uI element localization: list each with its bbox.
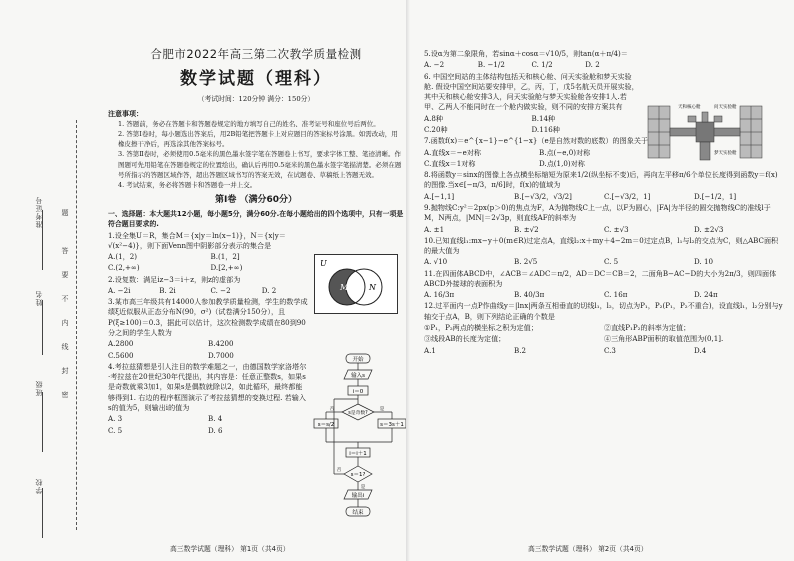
- option-a: A. −2i: [108, 285, 131, 295]
- subject-title: 数学试题（理科）: [180, 68, 332, 89]
- statement-3: ③线段AB的长度为定值；: [424, 334, 506, 344]
- venn-label-u: U: [320, 259, 327, 268]
- option-c: C.5600: [108, 350, 134, 360]
- option-b: B.14种: [531, 113, 556, 123]
- school-label: 学校: [35, 478, 43, 494]
- flow-end: 结束: [352, 510, 364, 516]
- exam-title: 合肥市2022年高三第二次教学质量检测: [150, 47, 362, 61]
- option-a: A.(1，2): [108, 252, 138, 262]
- flow-cond1: s是奇数?: [348, 411, 368, 416]
- option-b: B.2: [514, 345, 526, 355]
- flow-input: 输入s: [351, 373, 365, 379]
- option-c: C.20种: [424, 124, 448, 134]
- question-options: [108, 286, 313, 296]
- label-mengtian: 梦天实验舱: [714, 151, 737, 156]
- seal-char: 不: [61, 295, 69, 303]
- question-6: [424, 72, 639, 136]
- question-stem: 8.将函数y＝sinx的图像上各点横坐标缩短为原来1/2(纵坐标不变)后，再向左平移π/6个单位长度得到函数y＝f(x)的图像.当x∈[−π/3，π/6]时，f(x)的值域为: [424, 170, 778, 190]
- question-stem: 2.设复数：满足iz−3＝i＋z，则z的虚部为: [108, 274, 241, 284]
- option-b: B. −1/2: [477, 60, 505, 70]
- school-line: [42, 488, 43, 538]
- option-d: D. 2: [585, 60, 600, 70]
- question-options: [424, 148, 654, 158]
- flowchart: [308, 352, 408, 530]
- question-options: [108, 252, 313, 262]
- question-9: [424, 203, 784, 235]
- option-b: B. 40/3π: [514, 290, 545, 300]
- notice-title: 注意事项：: [108, 110, 143, 119]
- question-stem: 9.抛物线C:y²＝2px(p＞0)的焦点为F，A为抛物线C上一点，以F为圆心，|FA|为半径的圆交抛物线C的准线l于M，N两点，|MN|＝2√3p，则直线AF的斜率为: [424, 202, 771, 223]
- flow-init: i＝0: [352, 389, 364, 395]
- question-4: [108, 362, 308, 436]
- option-c: C.[−√3/2，1]: [604, 191, 651, 201]
- question-11: [424, 269, 784, 301]
- seal-char: 内: [61, 319, 69, 327]
- option-a: A.2800: [108, 339, 134, 349]
- option-c: C.3: [604, 345, 616, 355]
- option-c: C. 5: [604, 257, 619, 267]
- question-options: [108, 339, 308, 349]
- option-a: A. 3: [108, 414, 123, 424]
- exam-id-line: [42, 210, 43, 270]
- flow-output: 输出i: [351, 493, 365, 499]
- option-b: B. 4: [208, 414, 223, 424]
- question-statements: [424, 323, 784, 333]
- question-stem: 7.函数f(x)＝e^{x−1}−e^{1−x}（e是自然对数的底数）的图象关于: [424, 136, 649, 146]
- question-options: [108, 263, 313, 273]
- space-station-svg: [640, 96, 770, 168]
- option-a: A.[−1,1]: [424, 191, 455, 201]
- option-a: A. 16/3π: [424, 290, 455, 300]
- question-options: [108, 351, 308, 361]
- option-c: C. 1/2: [531, 60, 553, 70]
- name-line: [42, 300, 43, 355]
- option-c: C. ±√3: [604, 224, 629, 234]
- class-line: [42, 392, 43, 452]
- option-c: C.直线x＝1对称: [424, 158, 476, 168]
- binding-margin: [0, 0, 110, 561]
- notice-item: 4. 考试结束，务必将答题卡和答题卷一并上交。: [118, 180, 257, 189]
- seal-char: 密: [61, 391, 69, 399]
- flow-odd-op: s＝3s＋1: [380, 422, 404, 428]
- statement-1: ①P₁，P₂两点的横坐标之积为定值；: [424, 323, 538, 333]
- page-2: [410, 0, 794, 561]
- flow-no-label: 否: [329, 407, 335, 412]
- question-options: [424, 290, 784, 300]
- question-10: [424, 236, 784, 268]
- flowchart-svg: [308, 352, 408, 530]
- question-options: [424, 225, 784, 235]
- option-d: D. 2: [261, 285, 277, 295]
- notice-item: 1. 答题前，务必在答题卡和答题卷规定的地方填写自己的姓名、准考证号和座位号后两位。: [118, 120, 380, 129]
- option-d: D. 24π: [694, 290, 718, 300]
- exam-info: （考试时间：120分钟 满分：150分）: [197, 95, 315, 104]
- seal-char: 要: [61, 271, 69, 279]
- question-1: [108, 231, 313, 274]
- section-instruction: 一、选择题：本大题共12小题，每小题5分，满分60分.在每小题给出的四个选项中，只有一项是符合题目要求的.: [108, 209, 404, 229]
- option-d: D.116种: [531, 124, 560, 134]
- question-options: [424, 192, 784, 202]
- option-b: B.4200: [208, 339, 234, 349]
- option-a: A. ±1: [424, 224, 445, 234]
- question-stem: 4.考拉兹猜想是引人注目的数学难题之一，由德国数学家洛塔尔·考拉兹在20世纪30年代提出，其内容是：任意正整数s，如果s是奇数就乘3加1，如果s是偶数就除以2，如此循环，最终都能够得到1. 右边的程序框图演示了考拉兹猜想的变换过程. 若输入s的值为5，则输出i的值为: [108, 361, 307, 412]
- seal-line: [76, 120, 77, 530]
- option-b: B. 2√5: [514, 257, 538, 267]
- seal-char: 题: [61, 209, 69, 217]
- flow-inc: i＝i＋1: [349, 451, 367, 457]
- option-d: D.[−1/2，1]: [694, 191, 737, 201]
- option-d: D. 6: [208, 425, 223, 435]
- page-1-footer: 高三数学试题（理科） 第1页（共4页）: [170, 545, 290, 554]
- name-label: 姓名: [35, 290, 43, 306]
- question-options: [424, 346, 784, 356]
- question-stem: 5.设α为第二象限角，若sinα＋cosα＝√10/5，则tan(α＋π/4)＝: [424, 49, 628, 58]
- section-title: 第Ⅰ卷 （满分60分）: [214, 194, 297, 205]
- notice-item: 2. 答第Ⅰ卷时，每小题选出答案后，用2B铅笔把答题卡上对应题目的答案标号涂黑。如需改动，用橡皮擦干净后，再选涂其他答案标号。: [118, 130, 398, 149]
- option-c: C. −2: [210, 285, 231, 295]
- question-options: [108, 426, 308, 436]
- option-a: A. √10: [424, 257, 448, 267]
- question-stem: 12.过平面内一点P作曲线y＝|lnx|两条互相垂直的切线l₁，l₂，切点为P₁，P₂(P₁，P₂不重合)，设直线l₁，l₂分别与y轴交于点A，B，则下列结论正确的个数是: [424, 301, 783, 321]
- label-wentian: 问天实验舱: [714, 105, 737, 110]
- option-d: D.点(1,0)对称: [539, 158, 585, 168]
- question-options: [424, 257, 784, 267]
- question-options: [424, 60, 639, 70]
- option-c: C. 16π: [604, 290, 628, 300]
- question-statements: [424, 334, 784, 344]
- label-tianhe: 天和核心舱: [678, 105, 701, 110]
- seal-char: 封: [61, 367, 69, 375]
- option-b: B. ±√2: [514, 224, 539, 234]
- class-label: 班级: [35, 380, 43, 396]
- option-c: C. 5: [108, 425, 123, 435]
- option-a: A. −2: [424, 60, 445, 70]
- option-b: B.点(−e,0)对称: [539, 147, 591, 157]
- question-options: [424, 114, 639, 124]
- option-d: D. 10: [694, 257, 713, 267]
- venn-diagram: [314, 254, 398, 314]
- statement-4: ④三角形ABP面积的取值范围为(0,1].: [604, 334, 724, 344]
- seal-char: 线: [61, 343, 69, 351]
- option-a: A.1: [424, 345, 436, 355]
- flow-even-op: s＝s/2: [317, 422, 335, 428]
- question-7: [424, 136, 654, 169]
- question-12: [424, 301, 784, 355]
- option-d: D. ±2√3: [694, 224, 724, 234]
- flow-start: 开始: [352, 357, 364, 363]
- question-5: [424, 49, 784, 71]
- option-c: C.(2,+∞): [108, 263, 140, 273]
- flow-no-label-2: 否: [336, 468, 342, 473]
- question-stem: 10.已知直线l₁:mx−y＋0(m∈R)过定点A，直线l₂:x＋my＋4−2m＝0过定点B，l₁与l₂的交点为C，则△ABC面积的最大值为: [424, 235, 779, 256]
- question-2: [108, 275, 313, 297]
- page-2-content: [424, 48, 784, 357]
- page-2-footer: 高三数学试题（理科） 第2页（共4页）: [528, 545, 648, 554]
- question-8: [424, 170, 784, 202]
- question-options: [108, 414, 308, 424]
- space-station-figure: [640, 96, 770, 168]
- question-stem: 3.某市高三年级共有14000人参加教学质量检测，学生的数学成绩ξ近似服从正态分布N(90，σ²)（试卷满分150分），且P(ξ≥100)＝0.3，据此可以估计，这次检测数学成绩在80到90分之间的学生人数为: [108, 297, 308, 338]
- venn-label-n: N: [369, 283, 376, 292]
- venn-label-m: M: [340, 283, 349, 292]
- question-stem: 11.在四面体ABCD中，∠ACB＝∠ADC＝π/2，AD＝DC＝CB＝2，二面角B−AC−D的大小为2π/3，则四面体ABCD外接球的表面积为: [424, 268, 777, 288]
- option-b: B.[−√3/2，√3/2]: [514, 191, 572, 201]
- question-3: [108, 297, 308, 361]
- option-d: D.[2,+∞): [210, 263, 243, 273]
- option-a: A.直线x＝−e对称: [424, 147, 481, 157]
- option-d: D.4: [694, 345, 707, 355]
- seal-char: 答: [61, 247, 69, 255]
- exam-id-label: 准考证号: [35, 196, 43, 228]
- question-stem: 6. 中国空间站的主体结构包括天和核心舱、问天实验舱和梦天实验舱. 假设中国空间站要安排甲，乙，丙，丁，戊5名航天员开展实验，其中天和核心舱安排3人，问天实验舱与梦天实验舱各安排1人.若甲、乙两人不能同时在一个舱内做实验，则不同的安排方案共有: [424, 71, 639, 112]
- notice-item: 3. 答第Ⅱ卷时，必须使用0.5毫米的黑色墨水签字笔在答题卷上书写，要求字体工整、笔迹清晰。作图题可先用铅笔在答题卷规定的位置绘出，确认后再用0.5毫米的黑色墨水签字笔描清楚。必须在题号所指示的答题区域作答，超出答题区域书写的答案无效，在试题卷、草稿纸上答题无效。: [118, 150, 402, 179]
- option-b: B. 2i: [159, 285, 176, 295]
- option-d: D.7000: [208, 350, 234, 360]
- question-stem: 1.设全集U＝R，集合M＝{x|y＝ln(x−1)}，N＝{x|y＝√(x²−4)}，则下面Venn图中阴影部分表示的集合是: [108, 230, 286, 250]
- option-a: A.8种: [424, 113, 443, 123]
- notice-block: [108, 109, 404, 190]
- flow-yes-label: 是: [379, 407, 385, 412]
- option-b: B.(1，2]: [210, 252, 240, 262]
- statement-2: ②直线P₁P₂的斜率为定值；: [604, 323, 691, 333]
- question-options: [424, 159, 654, 169]
- question-options: [424, 125, 639, 135]
- venn-svg: [315, 255, 397, 313]
- flow-cond2: s＝1?: [350, 472, 366, 478]
- flow-yes-label-2: 是: [360, 485, 366, 490]
